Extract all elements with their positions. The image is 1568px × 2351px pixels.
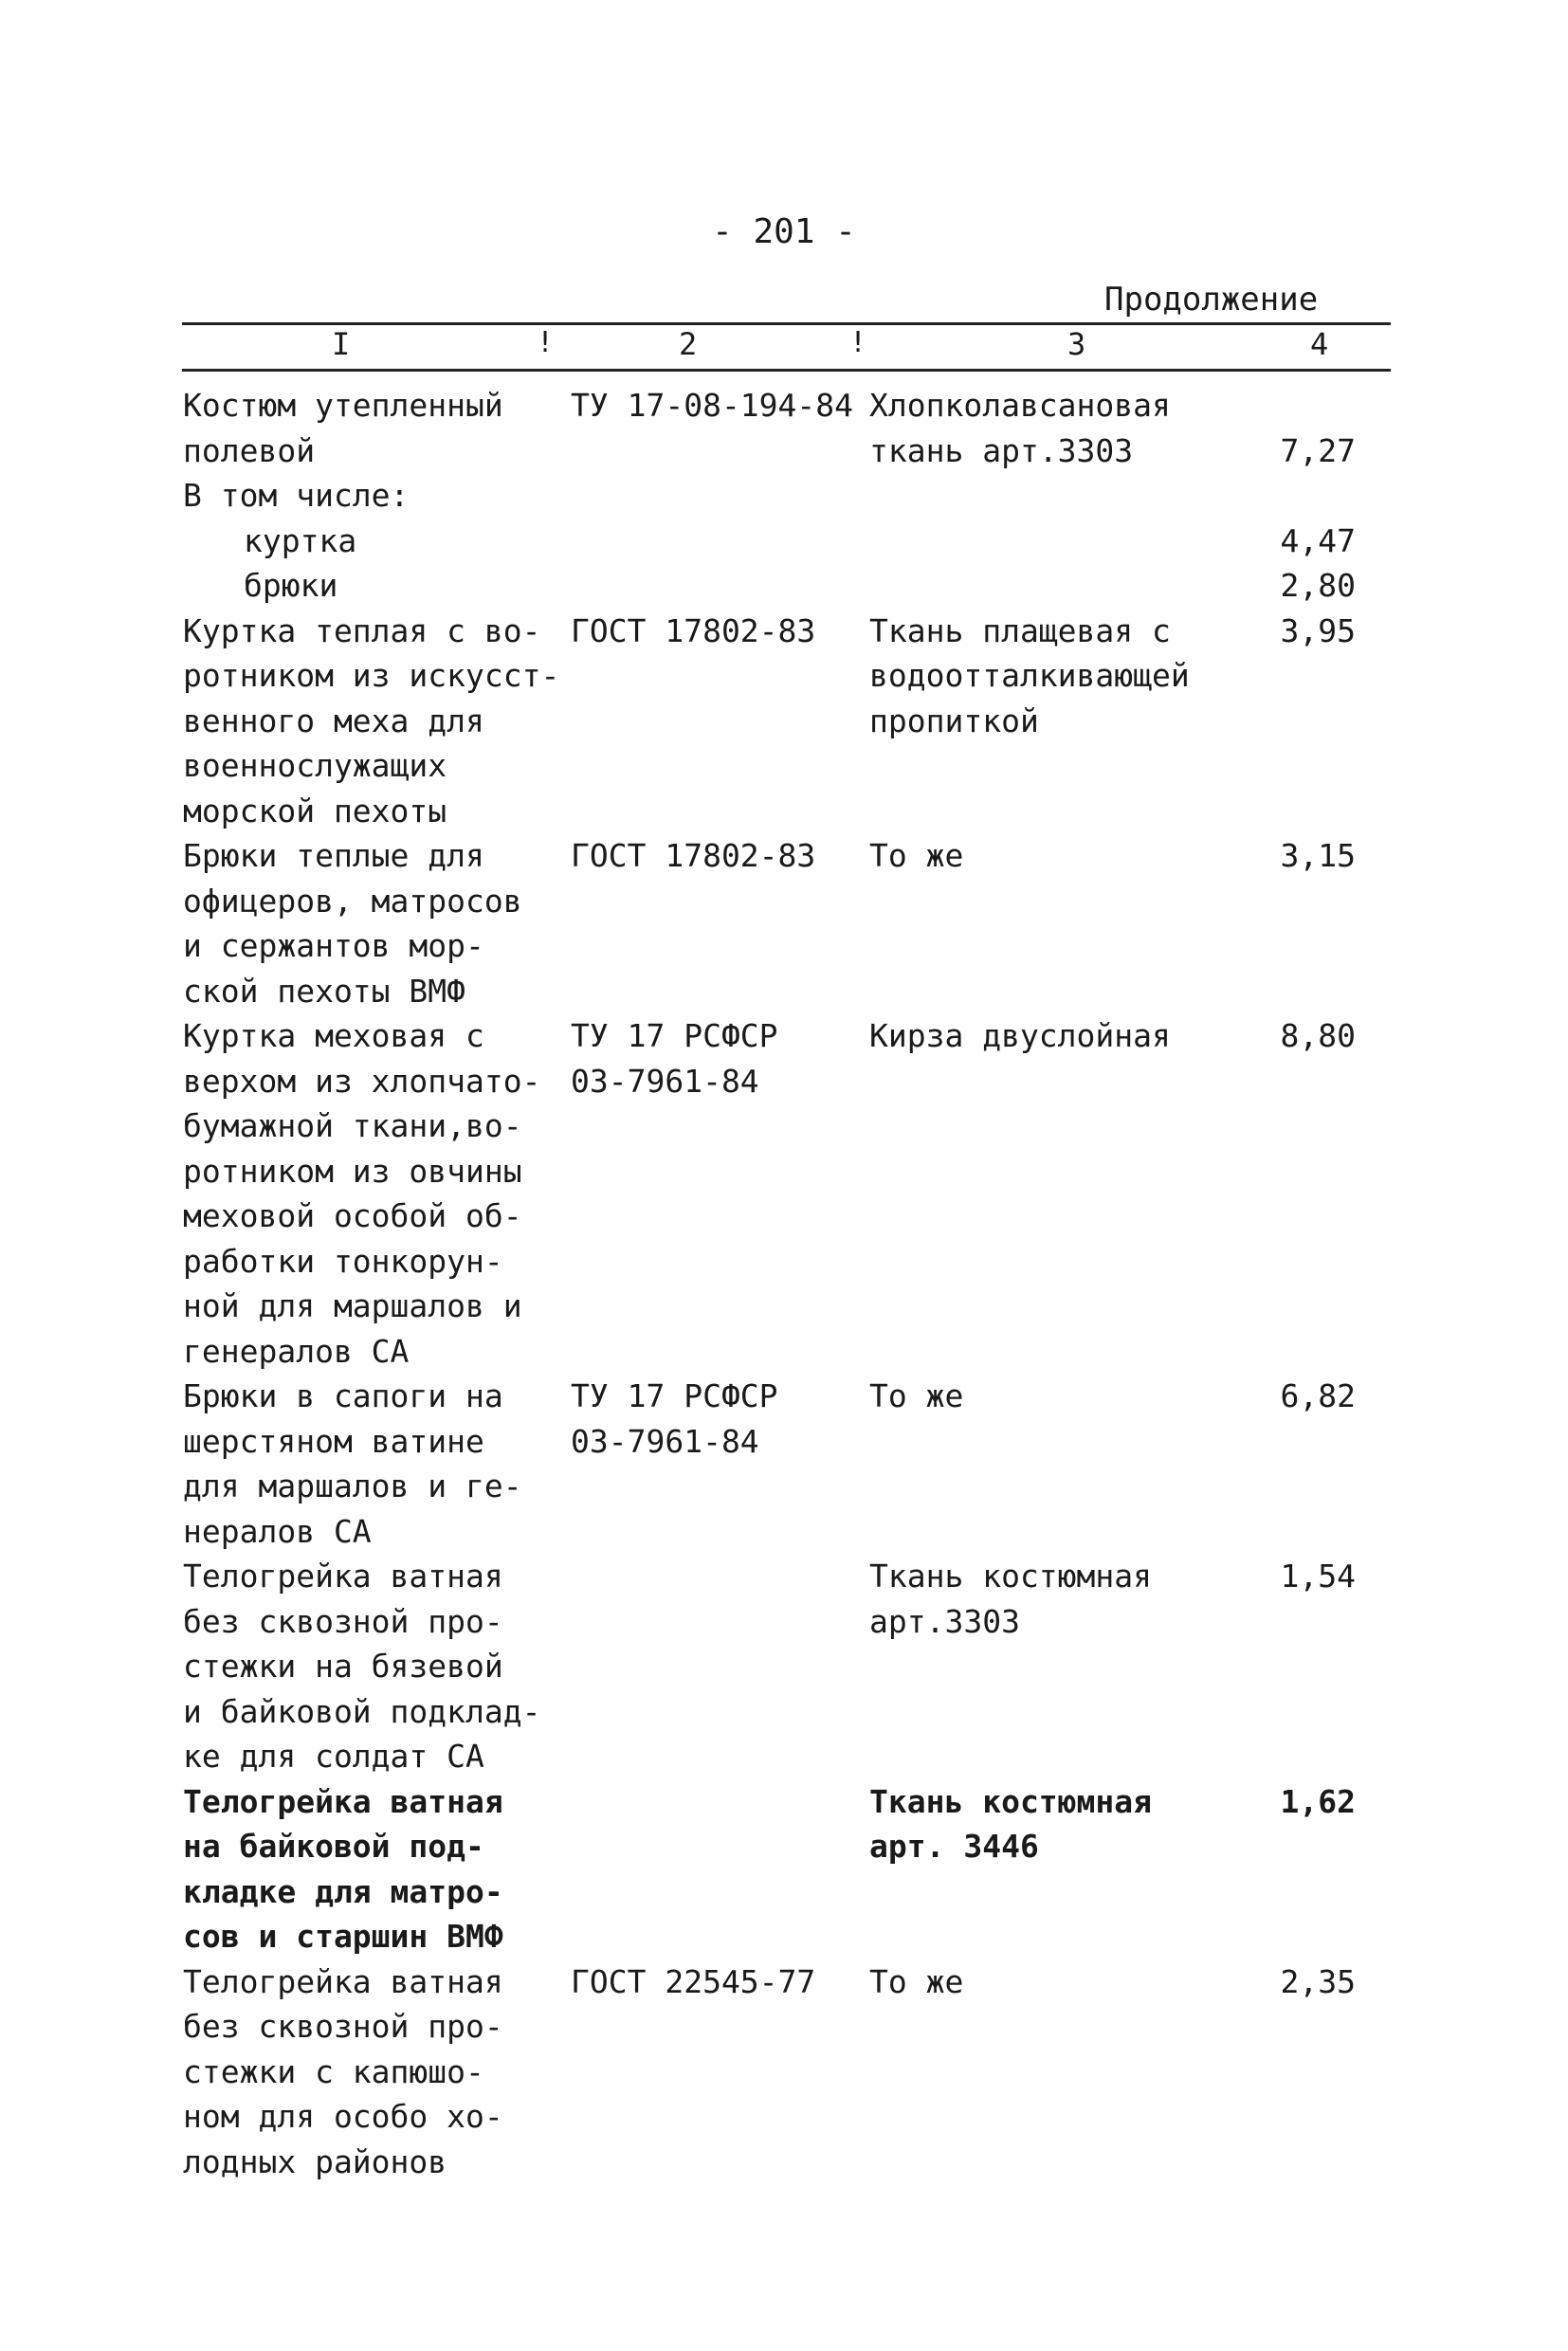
row-value-line: 1,54 [1280, 1558, 1356, 1595]
row-name-line: и байковой подклад- [183, 1692, 541, 1730]
column-header-1: I [332, 326, 351, 362]
row-material-cell [869, 1959, 1230, 2005]
row-material-line: Хлопколавсановая [869, 387, 1171, 424]
column-separator: ! [537, 326, 555, 359]
row-value-cell [1232, 609, 1356, 654]
row-value-line: 3,95 [1280, 611, 1356, 649]
row-name-line: без сквозной про- [183, 1602, 503, 1640]
row-material-line: Ткань костюмная [869, 1558, 1153, 1595]
row-name-line: Брюки теплые для [183, 837, 484, 874]
row-value-cell [1232, 1959, 1356, 2005]
row-standard-line: 03-7961-84 [571, 1422, 759, 1460]
row-material-cell [869, 609, 1230, 744]
row-name-cell [183, 1779, 562, 1959]
row-standard-line: 03-7961-84 [571, 1062, 759, 1100]
row-standard-cell [571, 383, 855, 428]
row-name-line: шерстяном ватине [183, 1422, 484, 1460]
row-name-cell [183, 609, 562, 834]
row-name-line: на байковой под- [183, 1828, 484, 1865]
row-name-cell [183, 1959, 562, 2185]
row-material-line: пропиткой [869, 702, 1039, 739]
column-header-3: 3 [1067, 326, 1086, 362]
row-name-line: бумажной ткани,во- [183, 1107, 522, 1144]
row-material-line: То же [869, 1377, 964, 1414]
table-header-rule [182, 369, 1391, 372]
row-name-line: военнослужащих [183, 747, 447, 784]
row-name-line: для маршалов и ге- [183, 1467, 522, 1504]
row-material-cell [869, 1779, 1230, 1869]
row-name-line: верхом из хлопчато- [183, 1062, 541, 1100]
row-standard-line: ТУ 17 РСФСР [571, 1377, 778, 1414]
row-name-line: Телогрейка ватная [183, 1782, 503, 1820]
row-name-line: Телогрейка ватная [183, 1558, 503, 1595]
row-material-cell [869, 1013, 1230, 1059]
row-name-line: лодных районов [183, 2142, 447, 2180]
row-name-line: меховой особой об- [183, 1197, 522, 1234]
row-material-line: Ткань плащевая с [869, 611, 1171, 649]
row-name-line: венного меха для [183, 702, 484, 739]
table-row [0, 833, 1568, 1013]
row-value-line [1232, 473, 1356, 519]
row-name-line: ской пехоты ВМФ [183, 972, 466, 1010]
row-name-line: морской пехоты [183, 792, 447, 829]
row-name-line: без сквозной про- [183, 2008, 503, 2045]
row-standard-line: ГОСТ 22545-77 [571, 1962, 816, 2000]
row-name-line: брюки [244, 567, 338, 604]
table-top-rule [182, 322, 1391, 325]
row-value-cell [1232, 1013, 1356, 1059]
row-value-line: 3,15 [1280, 837, 1356, 874]
row-name-line: стежки на бязевой [183, 1648, 503, 1685]
row-name-line: ной для маршалов и [183, 1287, 522, 1324]
row-standard-line: ТУ 17-08-194-84 [571, 387, 854, 424]
row-material-line: То же [869, 837, 964, 874]
row-standard-cell [571, 1374, 855, 1464]
row-name-line: Куртка теплая с во- [183, 611, 541, 649]
row-name-line: сов и старшин ВМФ [183, 1918, 503, 1955]
row-name-line: ротником из овчины [183, 1152, 522, 1190]
row-standard-cell [571, 1959, 855, 2005]
column-headers [0, 326, 1568, 368]
row-value-line: 1,62 [1280, 1782, 1356, 1820]
row-value-line: 7,27 [1280, 431, 1356, 469]
row-name-line: Куртка меховая с [183, 1017, 484, 1054]
row-material-cell [869, 833, 1230, 879]
row-standard-cell [571, 609, 855, 654]
row-name-cell [183, 1013, 562, 1374]
row-name-cell [183, 383, 562, 609]
row-value-line: 2,35 [1280, 1962, 1356, 2000]
table-body [0, 383, 1568, 2184]
row-material-line: Кирза двуслойная [869, 1017, 1171, 1054]
column-header-4: 4 [1310, 326, 1329, 362]
table-row [0, 1779, 1568, 1959]
row-name-line: стежки с капюшо- [183, 2052, 484, 2090]
table-row [0, 1554, 1568, 1779]
row-material-line: Ткань костюмная [869, 1782, 1153, 1820]
row-value-cell [1232, 1554, 1356, 1599]
column-separator: ! [849, 326, 867, 359]
row-name-cell [183, 1554, 562, 1779]
page-number: - 201 - [712, 212, 856, 251]
row-name-line: нералов СА [183, 1512, 372, 1550]
row-value-cell [1232, 1374, 1356, 1419]
row-value-cell [1232, 383, 1356, 609]
row-value-line: 2,80 [1280, 567, 1356, 604]
table-row [0, 1374, 1568, 1554]
row-name-line: Костюм утепленный [183, 387, 503, 424]
table-row [0, 1013, 1568, 1374]
row-material-cell [869, 1374, 1230, 1419]
row-name-line: В том числе: [183, 477, 410, 514]
row-name-line: куртка [244, 521, 357, 559]
row-standard-line: ТУ 17 РСФСР [571, 1017, 778, 1054]
row-standard-line: ГОСТ 17802-83 [571, 611, 816, 649]
row-material-line: То же [869, 1962, 964, 2000]
table-row [0, 383, 1568, 609]
row-name-line: Телогрейка ватная [183, 1962, 503, 2000]
row-name-line: кладке для матро- [183, 1872, 503, 1910]
continuation-label: Продолжение [1104, 281, 1319, 319]
row-value-cell [1232, 833, 1356, 879]
row-name-line: Брюки в сапоги на [183, 1377, 503, 1414]
row-name-cell [183, 1374, 562, 1554]
row-material-line: ткань арт.3303 [869, 431, 1134, 469]
row-standard-cell [571, 833, 855, 879]
row-material-cell [869, 1554, 1230, 1644]
row-name-line: полевой [183, 431, 316, 469]
row-value-cell [1232, 1779, 1356, 1825]
row-name-line: ротником из искусст- [183, 657, 560, 694]
row-name-line: работки тонкорун- [183, 1242, 503, 1280]
row-material-line: арт.3303 [869, 1602, 1020, 1640]
row-value-line: 8,80 [1280, 1017, 1356, 1054]
row-value-line: 6,82 [1280, 1377, 1356, 1414]
row-material-line: арт. 3446 [869, 1828, 1039, 1865]
table-row [0, 609, 1568, 834]
row-name-line: генералов СА [183, 1332, 410, 1370]
row-value-line: 4,47 [1280, 521, 1356, 559]
row-material-line: водоотталкивающей [869, 657, 1190, 694]
row-standard-cell [571, 1013, 855, 1103]
column-header-2: 2 [679, 326, 698, 362]
row-name-cell [183, 833, 562, 1013]
row-name-line: и сержантов мор- [183, 927, 484, 964]
row-material-cell [869, 383, 1230, 473]
row-name-line: ке для солдат СА [183, 1738, 484, 1775]
row-name-line: офицеров, матросов [183, 882, 522, 920]
row-value-line [1232, 383, 1356, 428]
row-name-line: ном для особо хо- [183, 2098, 503, 2135]
row-standard-line: ГОСТ 17802-83 [571, 837, 816, 874]
table-row [0, 1959, 1568, 2185]
